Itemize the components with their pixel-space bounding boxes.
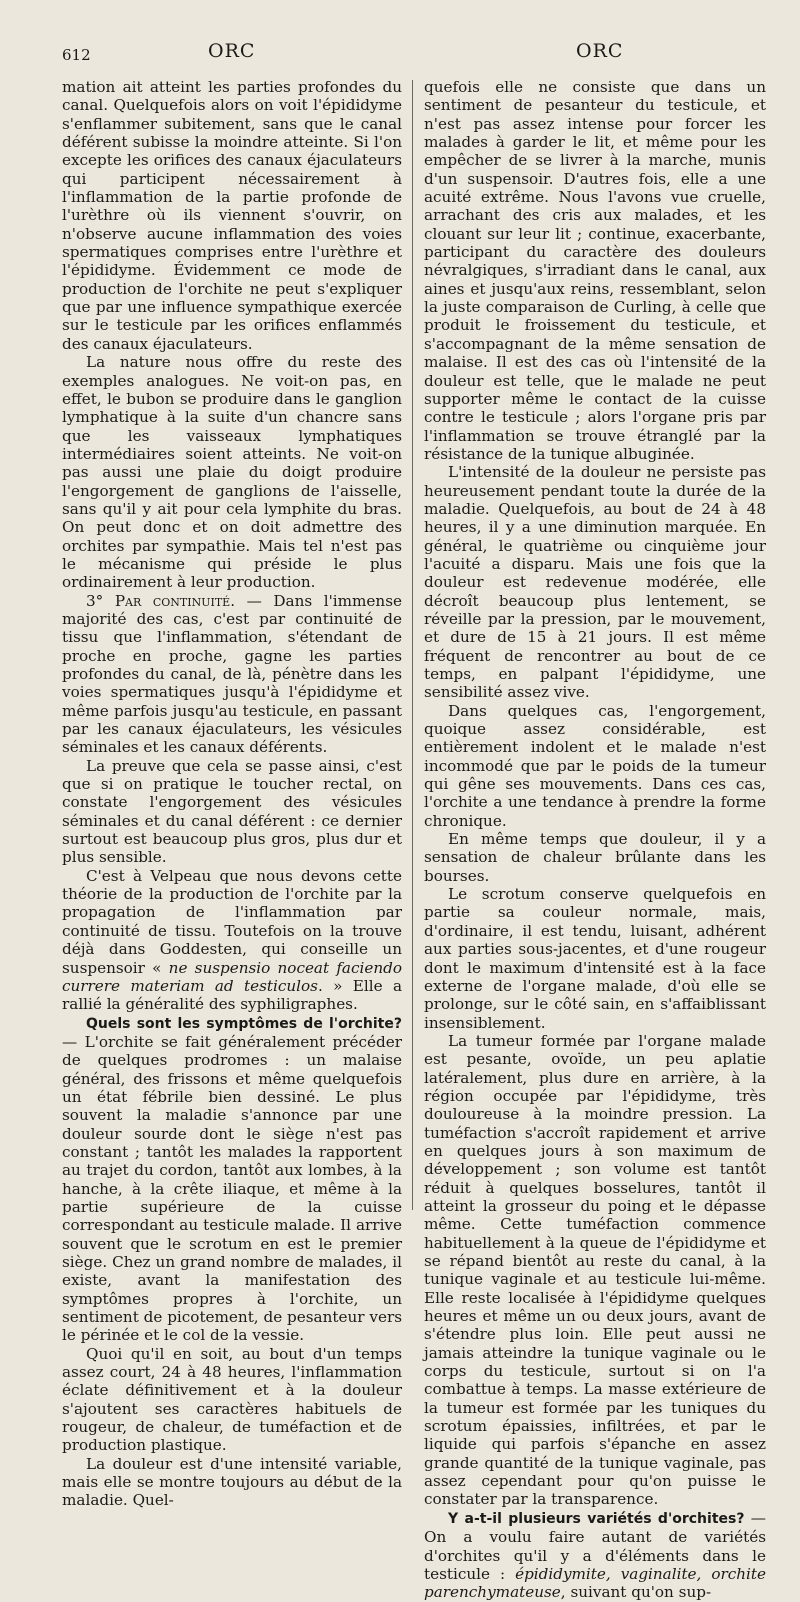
paragraph: Quoi qu'il en soit, au bout d'un temps assez court, 24 à 48 heures, l'inflammation éclate définitivement et à la douleur s'ajoutent ses caractères habituels de rougeur, de chaleur, de tuméfaction et de production plastique.: [62, 1344, 402, 1455]
page-header: [0, 40, 800, 70]
paragraph: La nature nous offre du reste des exemples analogues. Ne voit-on pas, en effet, le bubon se produire dans le ganglion lymphatique à la suite d'un chancre sans que les vaisseaux lymphatiques intermédiaires soient atteints. Ne voit-on pas aussi une plaie du doigt produire l'engorgement de ganglions de l'aisselle, sans qu'il y ait pour cela lymphite du bras. On peut donc et on doit admettre des orchites par sympathie. Mais tel n'est pas le mécanisme qui préside le plus ordinairement à leur production.: [62, 353, 402, 592]
paragraph: Dans quelques cas, l'engorgement, quoique assez considérable, est entièrement indolent et le malade n'est incommodé que par le poids de la tumeur qui gêne ses mouvements. Dans ces cas, l'orchite a une tendance à prendre la forme chronique.: [424, 701, 766, 830]
column-divider: [412, 80, 413, 1210]
paragraph: 3° Par continuité. — Dans l'immense majorité des cas, c'est par continuité de tissu que l'inflammation, s'étendant de proche en proche, gagne les parties profondes du canal, de là, pénètre dans les voies spermatiques jusqu'à l'épididyme et même parfois jusqu'au testicule, en passant par les canaux éjaculateurs, les vésicules séminales et les canaux déférents.: [62, 591, 402, 757]
paragraph: Y a-t-il plusieurs variétés d'orchites? — On a voulu faire autant de variétés d'orchites qu'il y a d'éléments dans le testicule : épididymite, vaginalite, orchite parenchymateuse, suivant qu'on sup-: [424, 1508, 766, 1602]
paragraph: Quels sont les symptômes de l'orchite? — L'orchite se fait généralement précéder de quelques prodromes : un malaise général, des frissons et même quelquefois un état fébrile bien dessiné. Le plus souvent la maladie s'annonce par une douleur sourde dont le siège n'est pas constant ; tantôt les malades la rapportent au trajet du cordon, tantôt aux lombes, à la hanche, à la crête iliaque, et même à la partie supérieure de la cuisse correspondant au testicule malade. Il arrive souvent que le scrotum en est le premier siège. Chez un grand nombre de malades, il existe, avant la manifestation des symptômes propres à l'orchite, un sentiment de picotement, de pesanteur vers le périnée et le col de la vessie.: [62, 1015, 402, 1345]
left-column: [62, 78, 402, 1510]
paragraph: L'intensité de la douleur ne persiste pas heureusement pendant toute la durée de la maladie. Quelquefois, au bout de 24 à 48 heures, il y a une diminution marquée. En général, le quatrième ou cinquième jour l'acuité a disparu. Mais une fois que la douleur est redevenue modérée, elle décroît beaucoup plus lentement, se réveille par la pression, par le mouvement, et dure de 15 à 21 jours. Il est même fréquent de rencontrer au bout de ce temps, en palpant l'épididyme, une sensibilité assez vive.: [424, 463, 766, 702]
paragraph: La douleur est d'une intensité variable, mais elle se montre toujours au début de la maladie. Quel-: [62, 1454, 402, 1510]
paragraph: quefois elle ne consiste que dans un sentiment de pesanteur du testicule, et n'est pas assez intense pour forcer les malades à garder le lit, et même pour les empêcher de se livrer à la marche, munis d'un suspensoir. D'autres fois, elle a une acuité extrême. Nous l'avons vue cruelle, arrachant des cris aux malades, et les clouant sur leur lit ; continue, exacerbante, participant du caractère des douleurs névralgiques, s'irradiant dans le canal, aux aines et jusqu'aux reins, ressemblant, selon la juste comparaison de Curling, à celle que produit le froissement du testicule, et s'accompagnant de la même sensation de malaise. Il est des cas où l'intensité de la douleur est telle, que le malade ne peut supporter même le contact de la cuisse contre le testicule ; alors l'organe pris par l'inflammation se trouve étranglé par la résistance de la tunique albuginée.: [424, 78, 766, 463]
page-number: 612: [62, 46, 91, 64]
question-heading: Quels sont les symptômes de l'orchite?: [86, 1015, 402, 1032]
paragraph: En même temps que douleur, il y a sensation de chaleur brûlante dans les bourses.: [424, 830, 766, 885]
running-head-left: ORC: [208, 40, 256, 62]
paragraph: C'est à Velpeau que nous devons cette théorie de la production de l'orchite par la propagation de l'inflammation par continuité de tissu. Toutefois on la trouve déjà dans Goddesten, qui conseille un suspensoir « ne suspensio noceat faciendo currere materiam ad testiculos. » Elle a rallié la généralité des syphiligraphes.: [62, 866, 402, 1014]
paragraph: La preuve que cela se passe ainsi, c'est que si on pratique le toucher rectal, on constate l'engorgement des vésicules séminales et du canal déférent : ce dernier surtout est beaucoup plus gros, plus dur et plus sensible.: [62, 756, 402, 867]
question-heading: Y a-t-il plusieurs variétés d'orchites?: [448, 1510, 745, 1527]
running-head-right: ORC: [576, 40, 624, 62]
right-column: [424, 78, 766, 1602]
paragraph: Le scrotum conserve quelquefois en partie sa couleur normale, mais, d'ordinaire, il est tendu, luisant, adhérent aux parties sous-jacentes, et d'une rougeur dont le maximum d'intensité est à la face externe de l'organe malade, d'où elle se prolonge, sur le côté sain, en s'affaiblissant insensiblement.: [424, 885, 766, 1032]
italic-terms: épididymite, vaginalite, orchite parenchymateuse: [424, 1564, 766, 1602]
paragraph: mation ait atteint les parties profondes du canal. Quelquefois alors on voit l'épididyme s'enflammer subitement, sans que le canal déférent subisse la moindre atteinte. Si l'on excepte les orifices des canaux éjaculateurs qui participent nécessairement à l'inflammation de la partie profonde de l'urèthre où ils viennent s'ouvrir, on n'observe aucune inflammation des voies spermatiques comprises entre l'urèthre et l'épididyme. Évidemment ce mode de production de l'orchite ne peut s'expliquer que par une influence sympathique exercée sur le testicule par les orifices enflammés des canaux éjaculateurs.: [62, 78, 402, 353]
section-heading: 3° Par continuité.: [86, 591, 236, 610]
paragraph: La tumeur formée par l'organe malade est pesante, ovoïde, un peu aplatie latéralement, plus dure en arrière, à la région occupée par l'épididyme, très douloureuse à la moindre pression. La tuméfaction s'accroît rapidement et arrive en quelques jours à son maximum de développement ; son volume est tantôt réduit à quelques bosselures, tantôt il atteint la grosseur du poing et le dépasse même. Cette tuméfaction commence habituellement à la queue de l'épididyme et se répand bientôt au reste du canal, à la tunique vaginale et au testicule lui-même. Elle reste localisée à l'épididyme quelques heures et même un ou deux jours, avant de s'étendre plus loin. Elle peut aussi ne jamais atteindre la tunique vaginale ou le corps du testicule, surtout si on l'a combattue à temps. La masse extérieure de la tumeur est formée par les tuniques du scrotum épaissies, infiltrées, et par le liquide qui parfois s'épanche en assez grande quantité de la tunique vaginale, pas assez cependant pour qu'on puisse le constater par la transparence.: [424, 1031, 766, 1509]
latin-quote: ne suspensio noceat faciendo currere materiam ad testiculos: [62, 958, 402, 995]
